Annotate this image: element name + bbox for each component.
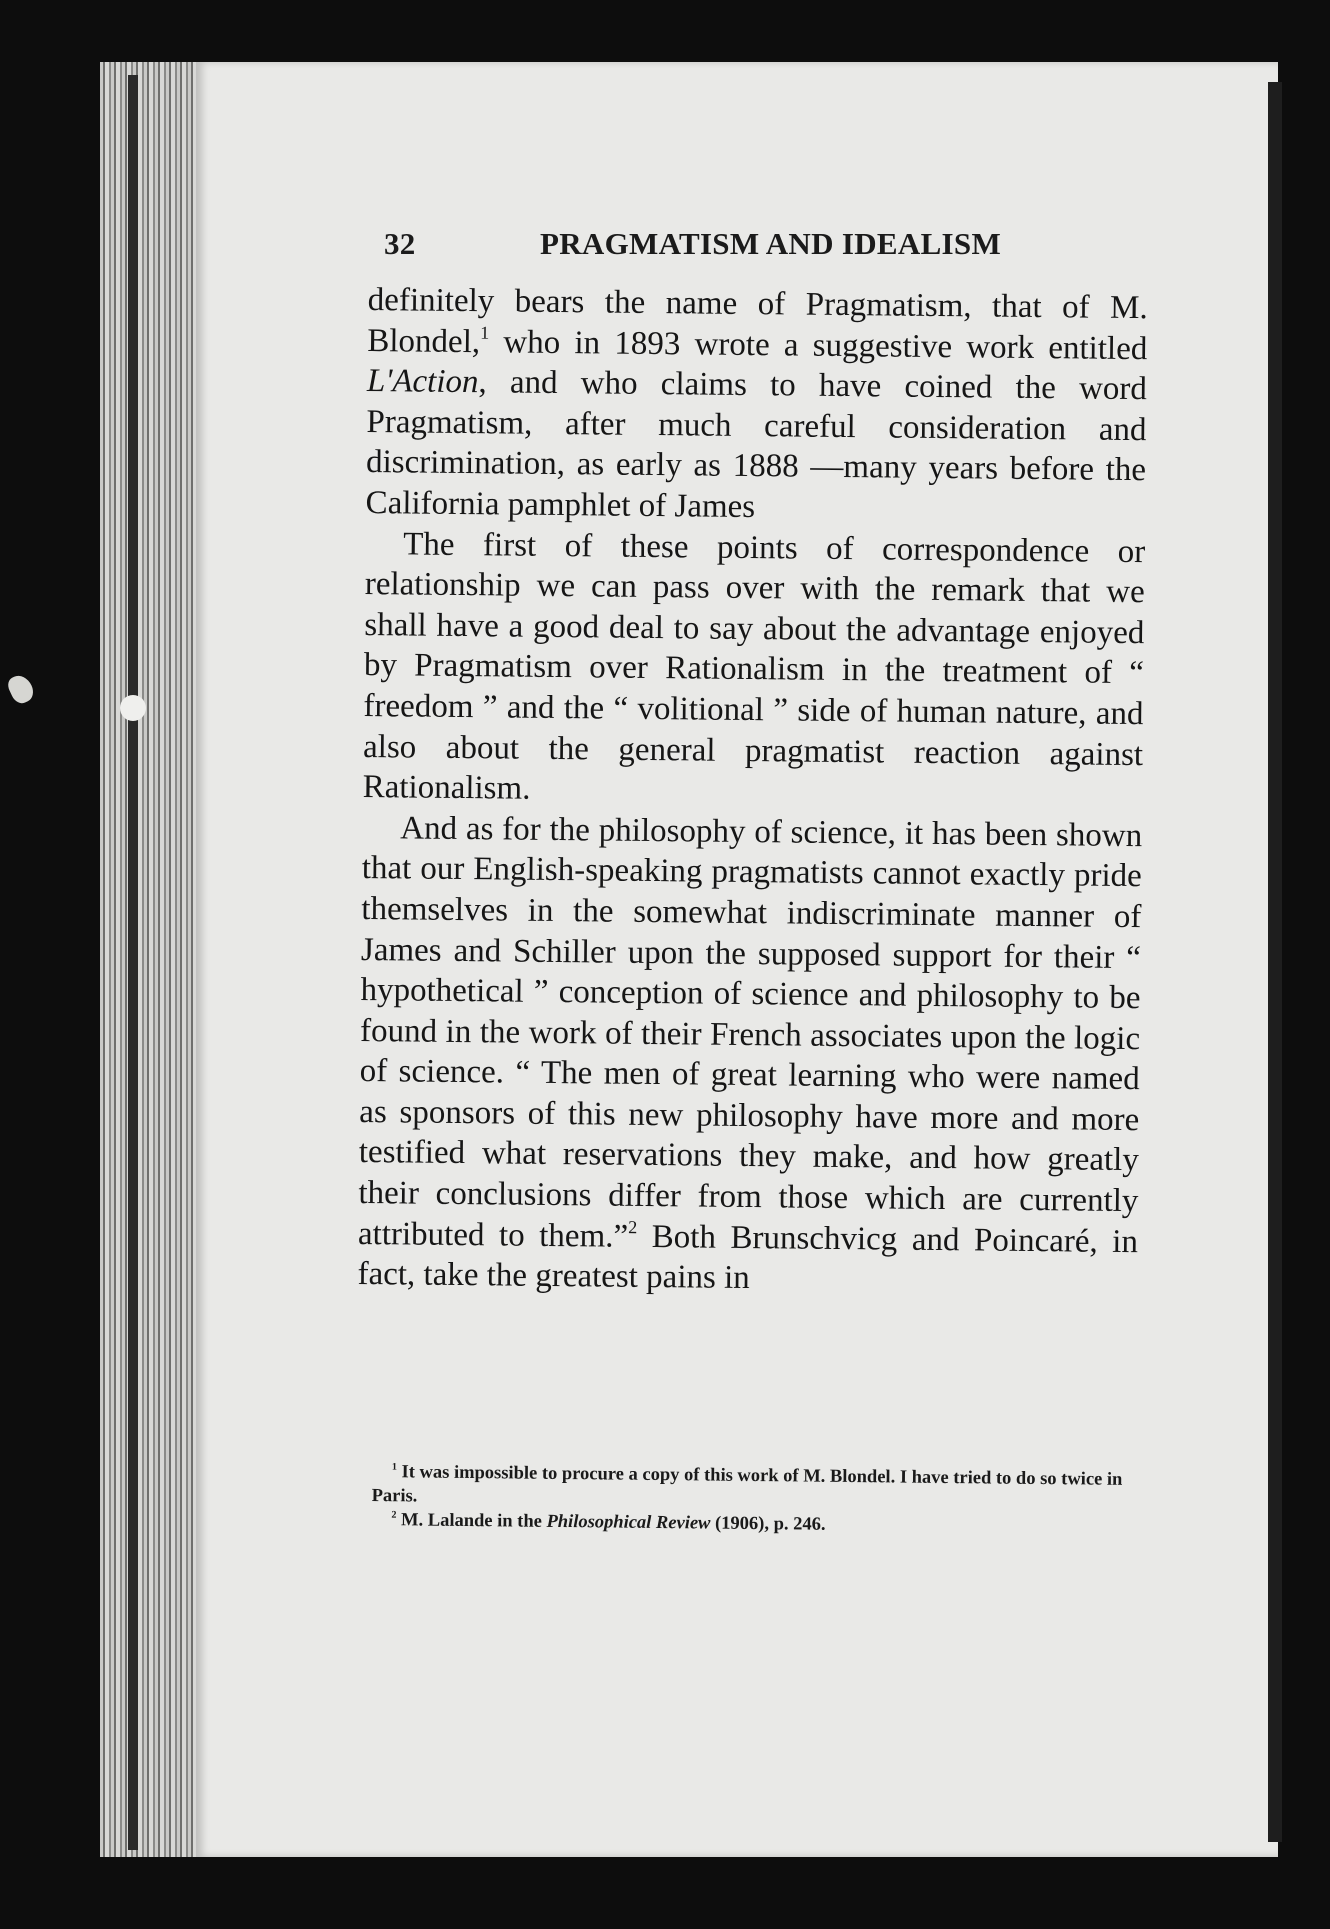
paragraph-2: The first of these points of correspondence or relationship we can pass over with the remark that we shall have a good deal to say about the advantage enjoyed by Pragmatism over Rationalism in the treatment of “ freedom ” and the “ volitional ” side of human nature, and also about the general pragmatist reaction against Rationalism.: [362, 525, 1146, 807]
binding-shadow: [128, 75, 138, 1850]
footnote-1: [371, 1460, 1131, 1516]
footnote-ref-2: 2: [628, 1216, 638, 1237]
running-head-title: PRAGMATISM AND IDEALISM: [540, 226, 1002, 261]
footnote-1-mark: 1: [391, 1461, 398, 1473]
paragraph-1-part-b: who in 1893 wrote a suggestive work entitled: [488, 323, 1148, 367]
page-number: 32: [384, 226, 416, 261]
footnotes: [371, 1460, 1132, 1540]
right-page-edge: [1268, 82, 1282, 1842]
book-title-laction: L'Action: [366, 363, 479, 401]
paragraph-3: [357, 808, 1142, 1303]
paragraph-3-part-b: Both Brunschvicg and Poincaré, in fact, take the greatest pains in: [357, 1218, 1139, 1297]
binding-hole: [120, 695, 146, 721]
paragraph-1-part-a: definitely bears the name of Pragmatism, that of M. Blondel,: [367, 281, 1148, 360]
book-page-edges: [100, 62, 200, 1857]
body-text: [357, 280, 1148, 1303]
footnote-1-text: It was impossible to procure a copy of this work of M. Blondel. I have tried to do so twice in Paris.: [371, 1462, 1123, 1507]
journal-title: Philosophical Review: [546, 1511, 711, 1534]
footnote-2-text-b: (1906), p. 246.: [710, 1513, 826, 1535]
footnote-2-mark: 2: [391, 1509, 397, 1521]
paragraph-1: [365, 280, 1148, 532]
paragraph-3-part-a: And as for the philosophy of science, it has been shown that our English-speaking pragmatists cannot exactly pride themselves in the somewhat indiscriminate manner of James and Schiller upon the supposed support for their “ hypothetical ” conception of science and philosophy to be found in the work of their French associates upon the logic of science. “ The men of great learning who were named as sponsors of this new philosophy have more and more testified what reservations they make, and how greatly their conclusions differ from those which are currently attributed to them.”: [357, 810, 1143, 1255]
footnote-2-text-a: M. Lalande in the: [396, 1510, 547, 1532]
footnote-ref-1: 1: [480, 322, 490, 343]
scan-speck: [5, 672, 37, 707]
paragraph-1-part-c: , and who claims to have coined the word Pragmatism, after much careful consideration and discrimination, as early as 1888 —many years before the California pamphlet of James: [365, 364, 1148, 526]
